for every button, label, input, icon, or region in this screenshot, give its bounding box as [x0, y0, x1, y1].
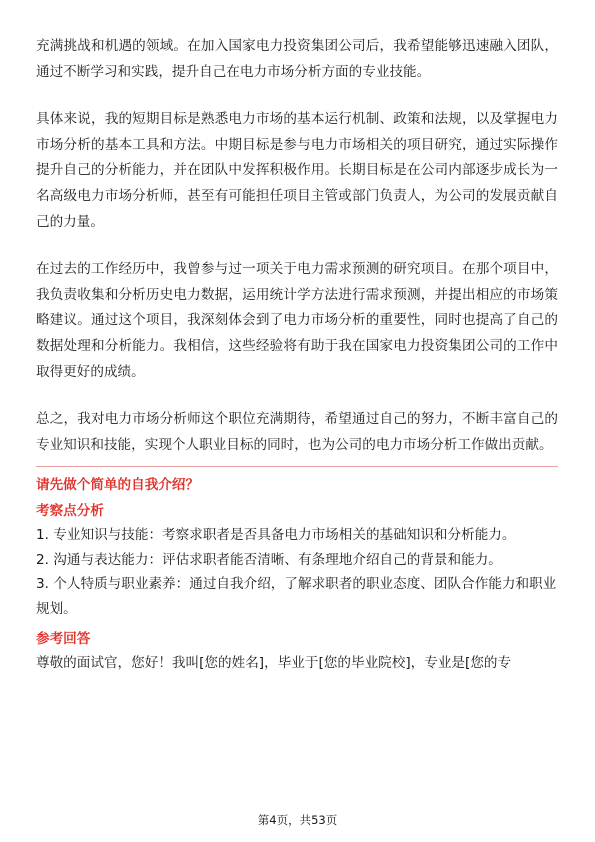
analysis-title: 考察点分析 [36, 503, 104, 520]
section-divider [36, 466, 558, 467]
paragraph-career-goals: 具体来说，我的短期目标是熟悉电力市场的基本运行机制、政策和法规，以及掌握电力市场分析的基本工具和方法。中期目标是参与电力市场相关的项目研究，通过实际操作提升自己的分析能力，并在团队中发挥积极作用。长期目标是在公司内部逐步成长为一名高级电力市场分析师，甚至有可能担任项目主管或部门负责人，为公司的发展贡献自己的力量。 [36, 111, 558, 230]
analysis-item: 1. 专业知识与技能：考察求职者是否具备电力市场相关的基础知识和分析能力。 [36, 527, 516, 544]
page-number: 第4页，共53页 [257, 813, 338, 827]
answer-text: 尊敬的面试官，您好！我叫[您的姓名]，毕业于[您的毕业院校]，专业是[您的专 [36, 655, 512, 672]
interview-question: 请先做个简单的自我介绍？ [36, 477, 200, 494]
paragraph-career-intro: 充满挑战和机遇的领域。在加入国家电力投资集团公司后，我希望能够迅速融入团队，通过不断学习和实践，提升自己在电力市场分析方面的专业技能。 [36, 38, 558, 80]
paragraph-conclusion: 总之，我对电力市场分析师这个职位充满期待，希望通过自己的努力，不断丰富自己的专业知识和技能，实现个人职业目标的同时，也为公司的电力市场分析工作做出贡献。 [36, 411, 558, 453]
paragraph-gap [36, 235, 558, 257]
paragraph-gap [36, 385, 558, 407]
paragraph-work-experience: 在过去的工作经历中，我曾参与过一项关于电力需求预测的研究项目。在那个项目中，我负责收集和分析历史电力数据，运用统计学方法进行需求预测，并提出相应的市场策略建议。通过这个项目，我深刻体会到了电力市场分析的重要性，同时也提高了自己的数据处理和分析能力。我相信，这些经验将有助于我在国家电力投资集团公司的工作中取得更好的成绩。 [36, 261, 558, 380]
answer-title: 参考回答 [36, 631, 91, 648]
analysis-item: 3. 个人特质与职业素养：通过自我介绍，了解求职者的职业态度、团队合作能力和职业规划。 [36, 576, 557, 617]
analysis-item: 2. 沟通与表达能力：评估求职者能否清晰、有条理地介绍自己的背景和能力。 [36, 551, 502, 568]
page-content [36, 34, 558, 676]
paragraph-gap [36, 85, 558, 107]
